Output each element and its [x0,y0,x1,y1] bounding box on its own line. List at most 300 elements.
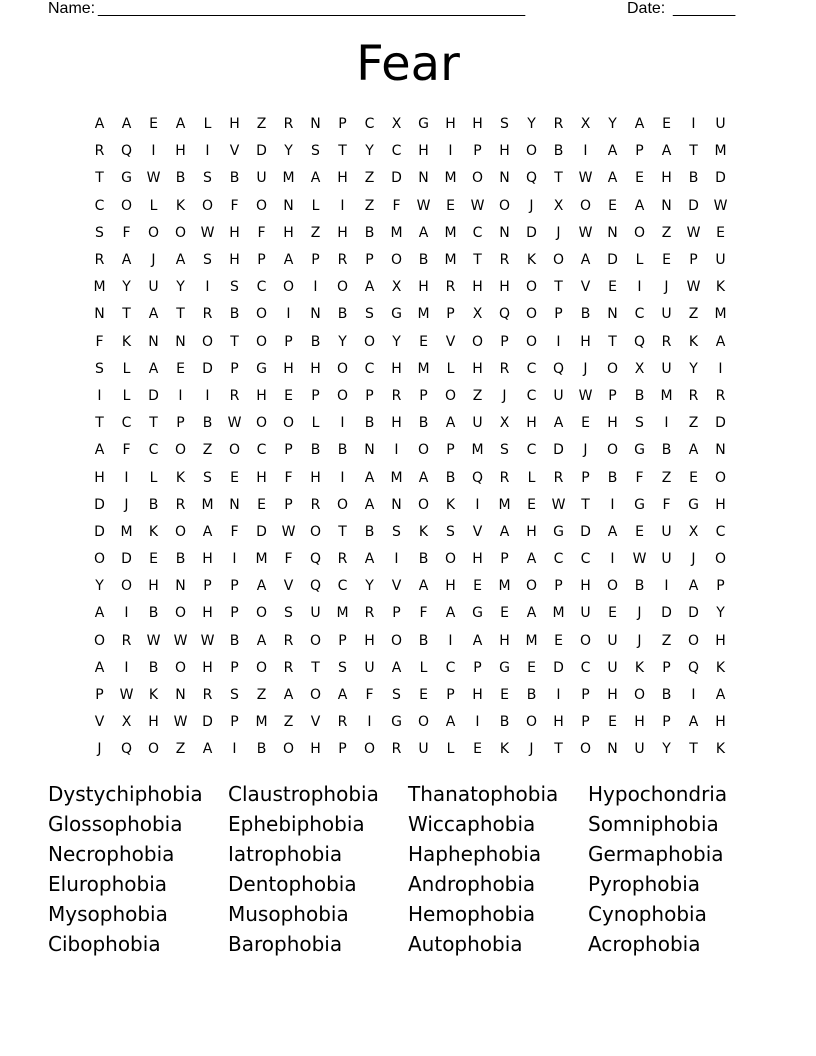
grid-letter[interactable]: J [637,605,642,622]
grid-letter[interactable]: R [391,741,402,758]
grid-letter[interactable]: E [716,224,725,241]
grid-letter[interactable]: C [580,659,591,676]
grid-letter[interactable]: S [95,224,104,241]
grid-letter[interactable]: A [418,469,429,486]
grid-letter[interactable]: Y [392,333,401,350]
grid-letter[interactable]: Q [633,333,646,350]
grid-letter[interactable]: C [553,551,564,568]
grid-letter[interactable]: L [446,741,455,758]
grid-letter[interactable]: M [714,306,727,323]
grid-letter[interactable]: O [417,714,430,731]
grid-letter[interactable]: D [553,659,564,676]
grid-letter[interactable]: O [255,415,268,432]
grid-letter[interactable]: O [579,197,592,214]
grid-letter[interactable]: C [256,279,267,296]
grid-letter[interactable]: O [633,224,646,241]
grid-letter[interactable]: H [364,632,375,649]
grid-letter[interactable]: B [634,578,645,595]
grid-letter[interactable]: I [313,279,318,296]
grid-letter[interactable]: S [500,116,509,133]
grid-letter[interactable]: A [283,252,294,269]
grid-letter[interactable]: O [390,632,403,649]
grid-letter[interactable]: U [661,360,672,377]
grid-letter[interactable]: H [472,360,483,377]
grid-letter[interactable]: B [607,469,618,486]
grid-letter[interactable]: F [662,496,671,513]
grid-letter[interactable]: R [337,551,348,568]
grid-letter[interactable]: B [634,387,645,404]
grid-letter[interactable]: H [229,252,240,269]
grid-letter[interactable]: X [634,360,645,377]
grid-letter[interactable]: M [444,170,457,187]
grid-letter[interactable]: U [310,605,321,622]
grid-letter[interactable]: U [634,741,645,758]
grid-letter[interactable]: S [95,360,104,377]
grid-letter[interactable]: A [661,143,672,160]
grid-letter[interactable]: O [444,387,457,404]
grid-letter[interactable]: I [367,714,372,731]
grid-letter[interactable]: P [392,605,401,622]
grid-letter[interactable]: H [445,116,456,133]
grid-letter[interactable]: J [151,252,156,269]
grid-letter[interactable]: H [148,714,159,731]
grid-letter[interactable]: V [445,333,456,350]
grid-letter[interactable]: E [419,333,428,350]
grid-letter[interactable]: W [173,632,188,649]
grid-letter[interactable]: G [391,714,402,731]
grid-letter[interactable]: O [309,632,322,649]
grid-letter[interactable]: O [201,333,214,350]
grid-letter[interactable]: S [203,252,212,269]
grid-letter[interactable]: O [336,360,349,377]
grid-letter[interactable]: E [635,523,644,540]
grid-letter[interactable]: P [608,387,617,404]
grid-letter[interactable]: Y [338,333,347,350]
grid-letter[interactable]: D [256,143,267,160]
grid-letter[interactable]: A [175,252,186,269]
grid-letter[interactable]: E [635,170,644,187]
grid-letter[interactable]: B [499,714,510,731]
grid-letter[interactable]: Y [662,741,671,758]
grid-letter[interactable]: O [363,741,376,758]
grid-letter[interactable]: W [146,170,161,187]
grid-letter[interactable]: K [499,741,510,758]
grid-letter[interactable]: Q [552,360,565,377]
grid-letter[interactable]: M [417,360,430,377]
grid-letter[interactable]: A [364,279,375,296]
grid-letter[interactable]: P [338,116,347,133]
grid-letter[interactable]: M [120,523,133,540]
grid-letter[interactable]: D [715,170,726,187]
grid-letter[interactable]: E [149,116,158,133]
grid-letter[interactable]: C [526,360,537,377]
grid-letter[interactable]: E [419,687,428,704]
grid-letter[interactable]: A [445,415,456,432]
grid-letter[interactable]: B [148,605,159,622]
grid-letter[interactable]: E [500,687,509,704]
grid-letter[interactable]: W [200,224,215,241]
grid-letter[interactable]: H [499,279,510,296]
grid-letter[interactable]: Y [95,578,104,595]
grid-letter[interactable]: C [94,197,105,214]
grid-letter[interactable]: T [122,306,131,323]
grid-letter[interactable]: P [554,306,563,323]
grid-letter[interactable]: L [122,360,131,377]
grid-letter[interactable]: B [688,170,699,187]
grid-letter[interactable]: E [500,605,509,622]
grid-letter[interactable]: P [230,714,239,731]
grid-letter[interactable]: H [94,469,105,486]
grid-letter[interactable]: H [472,687,483,704]
grid-letter[interactable]: A [688,714,699,731]
grid-letter[interactable]: E [176,360,185,377]
grid-letter[interactable]: O [255,333,268,350]
grid-letter[interactable]: L [311,415,320,432]
grid-letter[interactable]: H [499,143,510,160]
grid-letter[interactable]: X [688,523,699,540]
grid-letter[interactable]: A [607,170,618,187]
grid-letter[interactable]: L [203,116,212,133]
grid-letter[interactable]: B [310,442,321,459]
grid-letter[interactable]: U [661,523,672,540]
grid-letter[interactable]: A [688,442,699,459]
grid-letter[interactable]: P [581,469,590,486]
grid-letter[interactable]: T [95,170,104,187]
grid-letter[interactable]: J [556,224,561,241]
grid-letter[interactable]: Y [527,116,536,133]
grid-letter[interactable]: K [121,333,132,350]
grid-letter[interactable]: A [202,741,213,758]
grid-letter[interactable]: D [94,523,105,540]
grid-letter[interactable]: N [229,496,240,513]
grid-letter[interactable]: N [418,170,429,187]
grid-letter[interactable]: F [365,687,374,704]
grid-letter[interactable]: T [176,306,185,323]
grid-letter[interactable]: L [635,252,644,269]
grid-letter[interactable]: J [502,387,507,404]
grid-letter[interactable]: I [178,387,183,404]
grid-letter[interactable]: U [256,170,267,187]
grid-letter[interactable]: T [311,659,320,676]
grid-letter[interactable]: A [256,632,267,649]
grid-letter[interactable]: P [446,687,455,704]
grid-letter[interactable]: T [554,741,563,758]
grid-letter[interactable]: D [148,387,159,404]
grid-letter[interactable]: Q [471,469,484,486]
grid-letter[interactable]: U [418,741,429,758]
grid-letter[interactable]: Y [176,279,185,296]
grid-letter[interactable]: Z [256,116,267,133]
grid-letter[interactable]: Z [202,442,213,459]
grid-letter[interactable]: U [715,252,726,269]
grid-letter[interactable]: T [689,143,698,160]
grid-letter[interactable]: O [147,741,160,758]
grid-letter[interactable]: O [525,306,538,323]
grid-letter[interactable]: H [418,279,429,296]
grid-letter[interactable]: M [552,605,565,622]
grid-letter[interactable]: M [255,714,268,731]
grid-letter[interactable]: R [229,387,240,404]
grid-letter[interactable]: I [556,333,561,350]
grid-letter[interactable]: B [580,306,591,323]
grid-letter[interactable]: Z [688,306,699,323]
grid-letter[interactable]: T [608,333,617,350]
grid-letter[interactable]: P [662,659,671,676]
grid-letter[interactable]: P [230,578,239,595]
grid-letter[interactable]: C [445,659,456,676]
grid-letter[interactable]: L [446,360,455,377]
grid-letter[interactable]: P [554,578,563,595]
grid-letter[interactable]: B [661,687,672,704]
grid-letter[interactable]: E [230,469,239,486]
grid-letter[interactable]: B [445,469,456,486]
grid-letter[interactable]: P [95,687,104,704]
grid-letter[interactable]: I [637,279,642,296]
grid-letter[interactable]: H [337,170,348,187]
grid-letter[interactable]: J [529,197,534,214]
grid-letter[interactable]: A [94,605,105,622]
grid-letter[interactable]: E [527,496,536,513]
grid-letter[interactable]: A [418,224,429,241]
grid-letter[interactable]: M [255,551,268,568]
grid-letter[interactable]: D [580,523,591,540]
grid-letter[interactable]: E [473,741,482,758]
grid-letter[interactable]: A [175,116,186,133]
grid-letter[interactable]: I [286,306,291,323]
grid-letter[interactable]: W [470,197,485,214]
grid-letter[interactable]: O [174,659,187,676]
grid-letter[interactable]: O [120,197,133,214]
grid-letter[interactable]: J [664,279,669,296]
grid-letter[interactable]: W [281,523,296,540]
grid-letter[interactable]: A [337,687,348,704]
grid-letter[interactable]: K [715,741,726,758]
grid-letter[interactable]: I [664,415,669,432]
grid-letter[interactable]: J [637,632,642,649]
grid-letter[interactable]: U [364,659,375,676]
grid-letter[interactable]: N [310,306,321,323]
grid-letter[interactable]: X [121,714,132,731]
grid-letter[interactable]: H [418,143,429,160]
grid-letter[interactable]: K [688,333,699,350]
date-field[interactable]: _______ [673,0,736,17]
grid-letter[interactable]: I [97,387,102,404]
grid-letter[interactable]: O [174,523,187,540]
grid-letter[interactable]: R [175,496,186,513]
grid-letter[interactable]: K [715,659,726,676]
grid-letter[interactable]: P [230,605,239,622]
grid-letter[interactable]: A [526,605,537,622]
grid-letter[interactable]: X [499,415,510,432]
grid-letter[interactable]: G [418,116,429,133]
grid-letter[interactable]: V [229,143,240,160]
grid-letter[interactable]: W [686,279,701,296]
grid-letter[interactable]: S [635,415,644,432]
grid-letter[interactable]: K [445,496,456,513]
grid-letter[interactable]: M [336,605,349,622]
grid-letter[interactable]: D [202,714,213,731]
grid-letter[interactable]: F [230,523,239,540]
grid-letter[interactable]: O [714,551,727,568]
grid-letter[interactable]: C [715,523,726,540]
grid-letter[interactable]: Z [175,741,186,758]
grid-letter[interactable]: J [583,442,588,459]
grid-letter[interactable]: B [310,333,321,350]
grid-letter[interactable]: E [662,252,671,269]
grid-letter[interactable]: M [282,170,295,187]
grid-letter[interactable]: E [581,415,590,432]
grid-letter[interactable]: U [472,415,483,432]
grid-letter[interactable]: P [581,714,590,731]
grid-letter[interactable]: B [229,632,240,649]
grid-letter[interactable]: B [418,252,429,269]
grid-letter[interactable]: H [526,415,537,432]
grid-letter[interactable]: O [255,605,268,622]
grid-letter[interactable]: I [664,578,669,595]
grid-letter[interactable]: D [526,224,537,241]
grid-letter[interactable]: F [284,469,293,486]
grid-letter[interactable]: O [525,143,538,160]
grid-letter[interactable]: G [391,306,402,323]
grid-letter[interactable]: R [499,252,510,269]
grid-letter[interactable]: E [608,714,617,731]
grid-letter[interactable]: O [498,197,511,214]
grid-letter[interactable]: O [282,415,295,432]
grid-letter[interactable]: C [526,387,537,404]
grid-letter[interactable]: B [364,224,375,241]
grid-letter[interactable]: Z [661,632,672,649]
grid-letter[interactable]: R [310,496,321,513]
grid-letter[interactable]: A [445,714,456,731]
grid-letter[interactable]: F [230,197,239,214]
grid-letter[interactable]: Z [364,170,375,187]
grid-letter[interactable]: R [202,687,213,704]
grid-letter[interactable]: R [283,116,294,133]
grid-letter[interactable]: A [715,333,726,350]
grid-letter[interactable]: E [446,197,455,214]
grid-letter[interactable]: F [635,469,644,486]
grid-letter[interactable]: O [282,741,295,758]
grid-letter[interactable]: K [148,523,159,540]
grid-letter[interactable]: W [227,415,242,432]
grid-letter[interactable]: A [121,252,132,269]
grid-letter[interactable]: L [122,387,131,404]
grid-letter[interactable]: Q [309,551,322,568]
grid-letter[interactable]: X [553,197,564,214]
grid-letter[interactable]: D [715,415,726,432]
grid-letter[interactable]: O [255,659,268,676]
grid-letter[interactable]: A [445,605,456,622]
grid-letter[interactable]: A [634,197,645,214]
grid-letter[interactable]: I [124,605,129,622]
grid-letter[interactable]: R [688,387,699,404]
grid-letter[interactable]: V [94,714,105,731]
grid-letter[interactable]: P [203,578,212,595]
grid-letter[interactable]: I [205,387,210,404]
grid-letter[interactable]: R [283,659,294,676]
grid-letter[interactable]: P [284,333,293,350]
grid-letter[interactable]: K [634,659,645,676]
grid-letter[interactable]: H [202,659,213,676]
grid-letter[interactable]: O [336,279,349,296]
grid-letter[interactable]: O [606,578,619,595]
grid-letter[interactable]: V [472,523,483,540]
grid-letter[interactable]: O [309,523,322,540]
grid-letter[interactable]: D [688,605,699,622]
grid-letter[interactable]: Q [120,741,133,758]
grid-letter[interactable]: F [419,605,428,622]
grid-letter[interactable]: P [365,387,374,404]
grid-letter[interactable]: H [607,415,618,432]
grid-letter[interactable]: I [340,197,345,214]
grid-letter[interactable]: P [446,306,455,323]
grid-letter[interactable]: T [689,741,698,758]
grid-letter[interactable]: J [583,360,588,377]
grid-letter[interactable]: T [554,279,563,296]
grid-letter[interactable]: A [283,687,294,704]
grid-letter[interactable]: D [391,170,402,187]
grid-letter[interactable]: D [553,442,564,459]
grid-letter[interactable]: M [201,496,214,513]
grid-letter[interactable]: T [581,496,590,513]
grid-letter[interactable]: W [686,224,701,241]
grid-letter[interactable]: M [444,224,457,241]
grid-letter[interactable]: H [715,496,726,513]
grid-letter[interactable]: M [498,578,511,595]
grid-letter[interactable]: D [661,605,672,622]
grid-letter[interactable]: Z [364,197,375,214]
grid-letter[interactable]: R [121,632,132,649]
grid-letter[interactable]: Y [689,360,698,377]
grid-letter[interactable]: T [95,415,104,432]
grid-letter[interactable]: H [715,632,726,649]
grid-letter[interactable]: P [176,415,185,432]
grid-letter[interactable]: T [149,415,158,432]
grid-letter[interactable]: M [390,469,403,486]
grid-letter[interactable]: I [718,360,723,377]
grid-letter[interactable]: C [148,442,159,459]
grid-letter[interactable]: A [121,116,132,133]
grid-letter[interactable]: N [391,496,402,513]
grid-letter[interactable]: P [500,333,509,350]
grid-letter[interactable]: Y [284,143,293,160]
grid-letter[interactable]: S [365,306,374,323]
grid-letter[interactable]: B [418,415,429,432]
grid-letter[interactable]: O [606,360,619,377]
grid-letter[interactable]: U [148,279,159,296]
grid-letter[interactable]: U [580,605,591,622]
grid-letter[interactable]: I [583,143,588,160]
grid-letter[interactable]: A [499,523,510,540]
grid-letter[interactable]: Y [122,279,131,296]
grid-letter[interactable]: P [365,252,374,269]
grid-letter[interactable]: O [417,496,430,513]
grid-letter[interactable]: N [607,224,618,241]
grid-letter[interactable]: C [364,116,375,133]
grid-letter[interactable]: Z [472,387,483,404]
grid-letter[interactable]: Q [498,306,511,323]
grid-letter[interactable]: X [472,306,483,323]
grid-letter[interactable]: E [473,578,482,595]
grid-letter[interactable]: Z [310,224,321,241]
grid-letter[interactable]: R [337,252,348,269]
grid-letter[interactable]: O [282,279,295,296]
grid-letter[interactable]: P [230,360,239,377]
grid-letter[interactable]: R [553,469,564,486]
grid-letter[interactable]: P [500,551,509,568]
grid-letter[interactable]: X [580,116,591,133]
grid-letter[interactable]: W [119,687,134,704]
